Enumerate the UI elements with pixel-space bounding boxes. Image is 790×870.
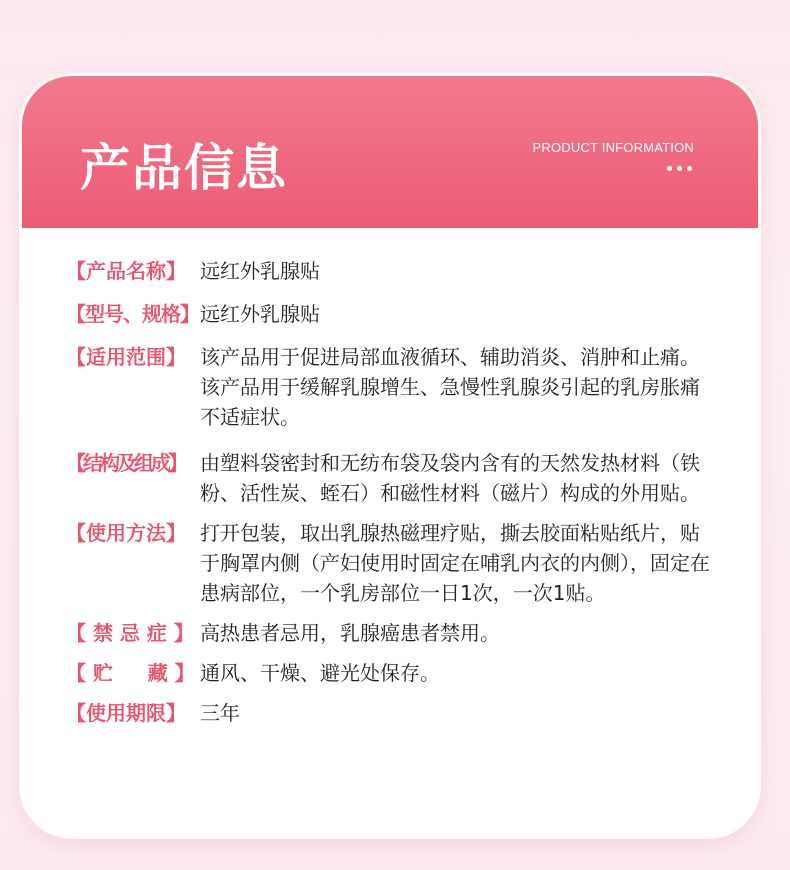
- info-row-shelf-life: [66, 698, 716, 728]
- more-dots-icon: [667, 166, 692, 171]
- info-value: 远红外乳腺贴: [200, 259, 320, 283]
- info-label: 【型号、规格】: [66, 302, 199, 326]
- info-row-storage: [66, 658, 716, 688]
- info-value: 由塑料袋密封和无纺布袋及袋内含有的天然发热材料（铁粉、活性炭、蛭石）和磁性材料（磁片）构成的外用贴。: [200, 451, 700, 505]
- info-value: 通风、干燥、避光处保存。: [200, 661, 440, 685]
- info-label: 【结构及组成】: [66, 451, 185, 475]
- info-row-scope: [66, 342, 716, 432]
- info-value: 打开包装，取出乳腺热磁理疗贴，撕去胶面粘贴纸片，贴于胸罩内侧（产妇使用时固定在哺乳内衣的内侧），固定在患病部位，一个乳房部位一日1次，一次1贴。: [200, 521, 710, 605]
- info-value: 高热患者忌用，乳腺癌患者禁用。: [200, 621, 500, 645]
- info-value: 该产品用于促进局部血液循环、辅助消炎、消肿和止痛。该产品用于缓解乳腺增生、急慢性乳腺炎引起的乳房胀痛不适症状。: [200, 345, 700, 429]
- info-row-usage: [66, 518, 716, 608]
- info-value: 远红外乳腺贴: [200, 302, 320, 326]
- info-label: 【产品名称】: [66, 259, 186, 283]
- page-title: 产品信息: [80, 139, 288, 197]
- product-info-card: [22, 76, 758, 836]
- info-row-model: [66, 299, 716, 329]
- dot-icon: [677, 166, 682, 171]
- info-label: 【适用范围】: [66, 345, 186, 369]
- dot-icon: [667, 166, 672, 171]
- info-value: 三年: [200, 701, 240, 725]
- dot-icon: [687, 166, 692, 171]
- info-label: 【使用方法】: [66, 521, 186, 545]
- info-row-name: [66, 256, 716, 286]
- info-row-structure: [66, 448, 716, 508]
- info-label: 【 禁 忌 症 】: [66, 621, 194, 645]
- page-subtitle: PRODUCT INFORMATION: [532, 140, 694, 155]
- info-label: 【 贮 藏 】: [66, 661, 195, 685]
- info-label: 【使用期限】: [66, 701, 186, 725]
- card-header: [22, 76, 758, 228]
- info-row-contraindication: [66, 618, 716, 648]
- info-list: [66, 256, 716, 728]
